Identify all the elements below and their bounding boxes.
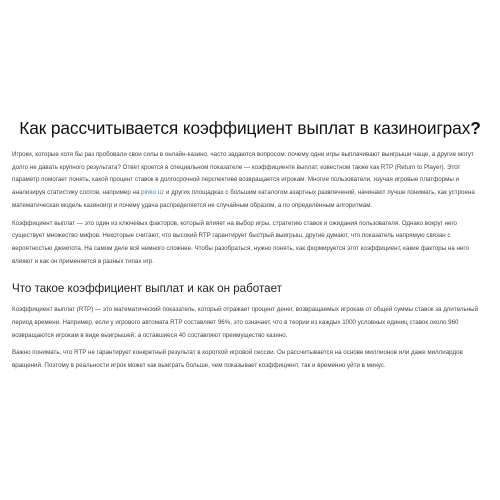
page-title-question-mark: ? xyxy=(470,118,481,138)
section-heading: Что такое коэффициент выплат и как он работает xyxy=(12,282,282,296)
pinko-uz-link[interactable]: pinko uz xyxy=(141,189,165,197)
page-title xyxy=(12,118,488,139)
rtp-note-paragraph: Важно понимать, что RTP не гарантирует конкретный результат в короткой игровой сессии. Он рассчитывается на основе миллионов или даже миллиардов вращений. Поэтому в реальности игрок может как выиграть больше, чем показывает коэффициент, так и временно уйти в минус. xyxy=(12,349,463,370)
intro-paragraph-tail: и других площадках с большим каталогом азартных развлечений, начинают лучше понимать, как устроена математическая модель казиноигр и почему удача распределяется не случайным образом, а по определённым алгоритмам. xyxy=(12,189,475,209)
intro-paragraph xyxy=(12,149,488,213)
intro-paragraph-text: Игроки, которые хотя бы раз пробовали свои силы в онлайн-казино, часто задаются вопросом: почему одни игры выплачивают выигрыши чаще, а другие могут долго не давать крупного результата? Ответ кроется в специальном показателе — коэффициенте выплат, известном также как RTP (Return to Player). Этот параметр помогает понять, какой процент ставок в долгосрочной перспективе возвращается игрокам. Многие пользователи, изучая игровые платформы и анализируя статистику слотов, например на xyxy=(12,151,474,197)
rtp-definition-paragraph: Коэффициент выплат (RTP) — это математический показатель, который отражает процент денег, возвращаемых игрокам от общей суммы ставок за длительный период времени. Например, если у игрового автомата RTP составляет 96%, это означает, что в теории из каждых 1000 условных единиц ставок около 960 возвращаются игрокам в виде выигрышей, а оставшиеся 40 составляют преимущество казино. xyxy=(12,306,479,339)
article xyxy=(12,118,488,378)
page-title-text: Как рассчитывается коэффициент выплат в казиноиграх xyxy=(19,118,471,138)
myths-paragraph: Коэффициент выплат — это один из ключевых факторов, который влияет на выбор игры, стратегию ставок и ожидания пользователя. Однако вокруг него существует множество мифов. Некоторые считают, что высокий RTP гарантирует быстрый выигрыш, другие думают, что показатель напрямую связан с вероятностью джекпота. На самом деле всё немного сложнее. Чтобы разобраться, нужно понять, как формируется этот коэффициент, какие факторы на него влияют и как он применяется в разных типах игр. xyxy=(12,219,469,265)
